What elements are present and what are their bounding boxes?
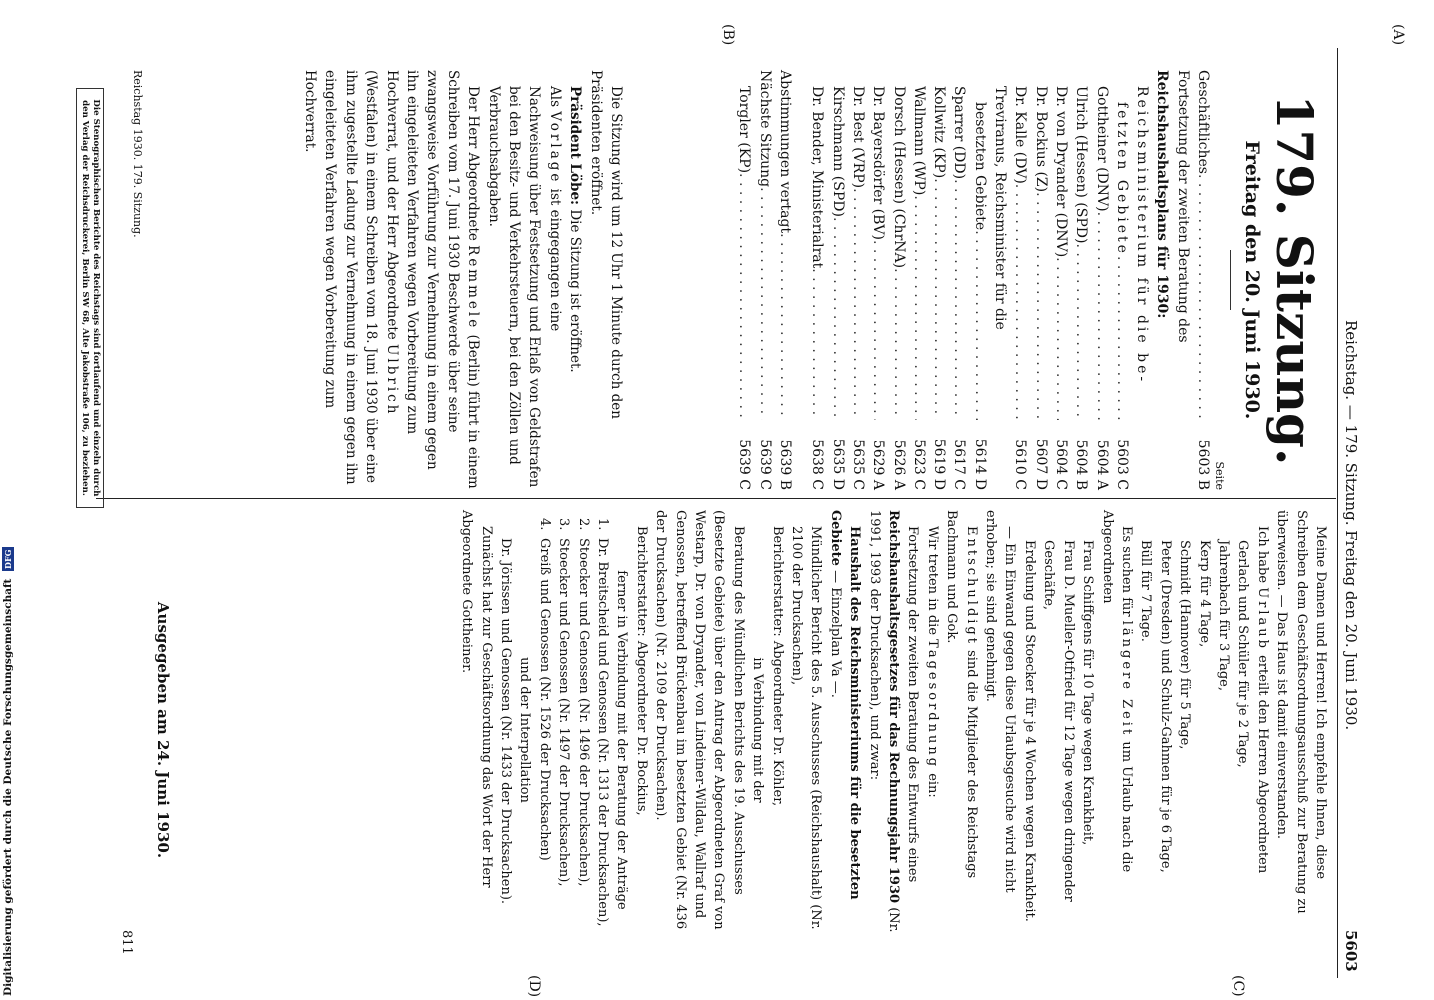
- toc-entry-page: 5617 C: [951, 439, 968, 490]
- long-leave-list: [1020, 510, 1098, 950]
- page-number: 5603: [1342, 930, 1360, 972]
- toc-entry: [1132, 70, 1152, 490]
- toc-entry-label: Wallmann (WP): [910, 86, 927, 196]
- left-column: [734, 70, 1324, 490]
- in-connection-1: in Verbindung mit der: [750, 657, 766, 803]
- toc-entry-page: [990, 420, 1010, 490]
- list-item: Erdelung und Stoecker für je 4 Wochen wegen Krankheit.: [1021, 540, 1037, 922]
- toc-leader-dots: [754, 187, 774, 420]
- toc-entry-page: 5604 C: [1052, 439, 1069, 490]
- rapporteur-koehler: Berichterstatter: Abgeordneter Dr. Köhler,: [769, 526, 785, 807]
- motion-number: 3.: [556, 518, 572, 531]
- list-item: Frau Schiffgens für 10 Tage wegen Krankheit,: [1080, 540, 1096, 846]
- budget-bill-paragraph: Fortsetzung der zweiten Beratung des Entwurfs eines Reichshaushaltsgesetzes für das Rechnungsjahr 1930 (Nr. 1991, 1993 der Drucksachen), und zwar:: [866, 510, 921, 933]
- toc-leader-dots: [949, 179, 969, 420]
- column-divider: [96, 498, 1336, 499]
- short-leave-list: [1136, 510, 1252, 950]
- toc-entry: [754, 70, 774, 490]
- publisher-notice: Die Stenographischen Berichte des Reichstags sind fortlaufend und einzeln durch den Verlag der Reichsdruckerei, Berlin SW 68, Alte Jakobstraße 106, zu beziehen.: [76, 88, 104, 508]
- toc-leader-dots: [848, 188, 868, 420]
- toc-entry: [1193, 70, 1213, 490]
- toc-entry: [1071, 70, 1091, 490]
- list-item: Jahrenbach für 3 Tage,: [1215, 540, 1231, 691]
- funding-note: Digitalisierung gefördert durch die Deutsche Forschungsgemeinschaft DFG: [2, 549, 14, 996]
- toc-entry-page: 5639 C: [736, 439, 753, 490]
- list-item: Büll für 7 Tage.: [1138, 540, 1154, 642]
- toc-entry-page: 5619 D: [931, 438, 948, 490]
- toc-entry-page: 5635 C: [849, 439, 866, 490]
- toc-entry: [807, 70, 827, 490]
- left-body: [300, 70, 627, 490]
- margin-marker-b: (B): [720, 24, 736, 46]
- toc-entry: [1112, 70, 1132, 490]
- toc-entry-page: 5626 A: [890, 439, 907, 490]
- left-footer: Reichstag 1930. 179. Sitzung.: [131, 70, 144, 238]
- motion-text: Stoecker und Genossen (Nr. 1497 der Drucksachen),: [556, 538, 572, 887]
- toc-entry-page: 5639 B: [777, 439, 794, 490]
- toc-seite-label: Seite: [1213, 461, 1226, 490]
- toc-entry: [1091, 70, 1111, 490]
- toc-entry: [1010, 70, 1030, 490]
- toc-entry-label: Nächste Sitzung: [756, 70, 773, 188]
- toc-entry: [734, 70, 754, 490]
- running-header: Reichstag. — 179. Sitzung. Freitag den 20. Juni 1930.: [1342, 320, 1360, 731]
- dfg-logo: DFG: [3, 549, 13, 569]
- oral-report-paragraph: Mündlicher Bericht des 5. Ausschusses (Reichshaushalt) (Nr. 2100 der Drucksachen),: [789, 526, 824, 930]
- toc-entry-page: [1152, 420, 1172, 490]
- motion-item: [554, 518, 573, 950]
- toc-entry-page: 5603 C: [1113, 439, 1130, 490]
- long-leave-paragraph: Es suchen für längere Zeit um Urlaub nach die Abgeordneten: [1099, 510, 1134, 873]
- toc-entry-label: Gottheiner (DNV): [1093, 86, 1110, 212]
- toc-entry-page: 5604 B: [1073, 439, 1090, 490]
- toc-leader-dots: [827, 217, 847, 420]
- ministry-budget-paragraph: Haushalt des Reichsministeriums für die besetzten Gebiete — Einzelplan Va —.: [827, 510, 863, 900]
- toc-entry-page: [1172, 420, 1192, 490]
- toc-entry-label: Dr. von Dryander (DNV): [1052, 86, 1069, 258]
- toc-entry-label: Dr. Bockius (Z): [1032, 86, 1049, 193]
- table-of-contents: [734, 70, 1213, 490]
- margin-marker-d: (D): [526, 975, 542, 998]
- toc-entry: [1172, 70, 1192, 490]
- toc-entry: [969, 70, 989, 490]
- margin-marker-c: (C): [1230, 975, 1246, 997]
- toc-entry-page: 5610 C: [1012, 439, 1029, 490]
- list-item: Peter (Dresden) und Schulz-Gahmen für je 6 Tage,: [1157, 540, 1173, 873]
- toc-entry: [868, 70, 888, 490]
- interpellation-text: Dr. Jörissen und Genossen (Nr. 1433 der Drucksachen).: [497, 538, 513, 905]
- session-date: Freitag den 20. Juni 1930.: [1241, 140, 1263, 420]
- approval-paragraph: — Ein Einwand gegen diese Urlaubsgesuche wird nicht erhoben; sie sind genehmigt.: [983, 510, 1018, 893]
- toc-leader-dots: [1010, 184, 1030, 420]
- toc-entry-page: 5623 C: [910, 439, 927, 490]
- overweisung-paragraph: Meine Damen und Herren! Ich empfehle Ihnen, diese Schreiben dem Geschäftsordnungsausschuß zur Beratung zu überweisen. — Das Haus ist damit einverstanden.: [1274, 510, 1328, 914]
- interpellation-label: und der Interpellation: [517, 657, 533, 803]
- toc-entry-page: 5614 D: [971, 438, 988, 490]
- toc-entry-label: Dorsch (Hessen) (ChrNA): [890, 86, 907, 269]
- toc-entry-label: Sparrer (DD): [951, 86, 968, 180]
- nachweisung-paragraph: Nachweisung über Festsetzung und Erlaß von Geldstrafen bei den Besitz- und Verkehrsteuern, bei den Zöllen und Verbrauchsabgaben.: [485, 86, 543, 488]
- toc-entry-label: Dr. Bayersdörfer (BV): [870, 86, 887, 240]
- vorlage-paragraph: Als Vorlage ist eingegangen eine: [546, 86, 563, 332]
- issue-date: Ausgegeben am 24. Juni 1930.: [154, 601, 172, 859]
- toc-entry: [1152, 70, 1172, 490]
- toc-leader-dots: [969, 230, 989, 420]
- in-connection-2: ferner in Verbindung mit der Beratung der Anträge: [614, 570, 630, 910]
- motion-text: Greiß und Genossen (Nr. 1526 der Drucksachen): [536, 538, 552, 861]
- header-rule: [1337, 48, 1338, 978]
- toc-entry-label: fetzten Gebiete: [1113, 102, 1130, 256]
- toc-leader-dots: [734, 173, 754, 420]
- motion-list: [534, 510, 612, 950]
- motion-item: [573, 518, 592, 950]
- toc-entry-page: 5629 A: [870, 439, 887, 490]
- toc-leader-dots: [807, 268, 827, 420]
- toc-entry-label: Geschäftliches: [1195, 70, 1211, 174]
- title-rule: [1230, 250, 1231, 310]
- president-statement: Präsident Löbe: Die Sitzung ist eröffnet.: [567, 86, 584, 373]
- list-item: Gerlach und Schüler für je 2 Tage,: [1235, 540, 1251, 768]
- toc-leader-dots: [1091, 212, 1111, 420]
- list-item: Schmidt (Hannover) für 5 Tage,: [1177, 540, 1193, 750]
- toc-leader-dots: [929, 178, 949, 420]
- motion-text: Dr. Breitscheid und Genossen (Nr. 1313 der Drucksachen),: [594, 538, 610, 927]
- session-title: 179. Sitzung.: [1265, 94, 1324, 466]
- opening-text: Die Sitzung wird um 12 Uhr 1 Minute durch den Präsidenten eröffnet.: [587, 70, 624, 419]
- toc-leader-dots: [1112, 256, 1132, 420]
- toc-entry-label: besetzten Gebiete: [971, 102, 988, 231]
- toc-entry-page: 5607 D: [1032, 438, 1049, 490]
- toc-entry-page: 5639 C: [756, 439, 773, 490]
- excused-paragraph: Entschuldigt sind die Mitglieder des Reichstags Bachmann und Gok.: [944, 510, 979, 879]
- rapporteur-bockius: Berichterstatter: Abgeordneter Dr. Bockius,: [633, 526, 649, 816]
- toc-entry-label: Fortsetzung der zweiten Beratung des: [1174, 70, 1191, 343]
- toc-leader-dots: [868, 240, 888, 420]
- toc-entry: [1030, 70, 1050, 490]
- toc-entry-page: 5638 C: [809, 439, 826, 490]
- toc-leader-dots: [909, 195, 929, 420]
- margin-marker-a: (A): [1390, 24, 1406, 46]
- motion-item: [593, 518, 612, 950]
- toc-entry-label: Kollwitz (KP): [931, 86, 948, 179]
- committee-report-paragraph: Beratung des Mündlichen Berichts des 19. Ausschusses (Besetzte Gebiete) über den Antrag der Abgeordneten Graf von Westarp, Dr. von Dryander, von Lindeiner-Wildau, Wallraf und Genossen, betreffend Brückenbau im besetzten Gebiet (Nr. 436 der Drucksachen) (Nr. 2109 der Drucksachen).: [653, 510, 746, 930]
- toc-entry-label: Torgler (KP): [736, 86, 753, 174]
- toc-entry: [929, 70, 949, 490]
- list-item: Kerp für 4 Tage,: [1196, 540, 1212, 648]
- motion-item: [534, 518, 553, 950]
- urlaub-paragraph: Ich habe Urlaub erteilt den Herren Abgeordneten: [1254, 526, 1270, 874]
- motion-number: 2.: [575, 518, 591, 531]
- motion-number: 1.: [594, 518, 610, 531]
- toc-entry: [909, 70, 929, 490]
- toc-entry-label: Ulrich (Hessen) (SPD): [1073, 86, 1090, 244]
- toc-entry: [990, 70, 1010, 490]
- toc-entry: [827, 70, 847, 490]
- motion-number: 4.: [536, 518, 552, 531]
- toc-leader-dots: [1030, 192, 1050, 420]
- toc-entry-page: 5604 A: [1093, 439, 1110, 490]
- toc-entry-page: [1132, 420, 1152, 490]
- toc-entry: [888, 70, 908, 490]
- toc-leader-dots: [1051, 257, 1071, 420]
- toc-entry-page: 5635 D: [829, 438, 846, 490]
- toc-leader-dots: [775, 233, 795, 420]
- toc-entry-label: Dr. Bender, Ministerialrat: [809, 86, 826, 269]
- toc-entry-page: 5603 B: [1195, 439, 1211, 490]
- closing-paragraph: Zunächst hat zur Geschäftsordnung das Wort der Herr Abgeordnete Gottheiner.: [459, 510, 494, 888]
- toc-entry: [848, 70, 868, 490]
- toc-entry-label: Treviranus, Reichsminister für die: [992, 86, 1009, 330]
- remmele-paragraph: Der Herr Abgeordnete Remmele (Berlin) führt in einem Schreiben vom 17. Juni 1930 Beschwerde über seine zwangsweise Vorführung zur Vernehmung in einem gegen ihn eingeleiteten Verfahren wegen Vorbereitung zum Hochverrat, und der Herr Abgeordnete Ulbrich (Westfalen) in einem Schreiben vom 18. Juni 1930 über eine ihm zugestellte Ladung zur Vernehmung in einem gegen ihn eingeleiteten Verfahren wegen Vorbereitung zum Hochverrat.: [301, 70, 482, 489]
- agenda-paragraph: Wir treten in die Tagesordnung ein:: [924, 526, 940, 798]
- toc-entry-label: Reichshaushaltsplans für 1930:: [1154, 70, 1171, 319]
- toc-entry-label: Kirschmann (SPD): [829, 86, 846, 217]
- toc-leader-dots: [1193, 174, 1213, 420]
- motion-text: Stoecker und Genossen (Nr. 1496 der Drucksachen),: [575, 538, 591, 887]
- toc-leader-dots: [888, 268, 908, 420]
- toc-entry-label: Abstimmungen vertagt: [777, 70, 794, 234]
- toc-entry-label: Reichsministerium für die be-: [1134, 86, 1151, 385]
- list-item: Frau D. Mueller-Otfried für 12 Tage wegen dringender Geschäfte,: [1041, 540, 1076, 902]
- toc-entry: [1051, 70, 1071, 490]
- toc-leader-dots: [1071, 243, 1091, 420]
- right-body: [457, 510, 1330, 950]
- toc-entry: [775, 70, 795, 490]
- toc-entry-label: Dr. Best (VRP): [849, 86, 866, 189]
- toc-entry: [949, 70, 969, 490]
- toc-entry-label: Dr. Kalle (DV): [1012, 86, 1029, 184]
- folio-number: 811: [119, 930, 134, 955]
